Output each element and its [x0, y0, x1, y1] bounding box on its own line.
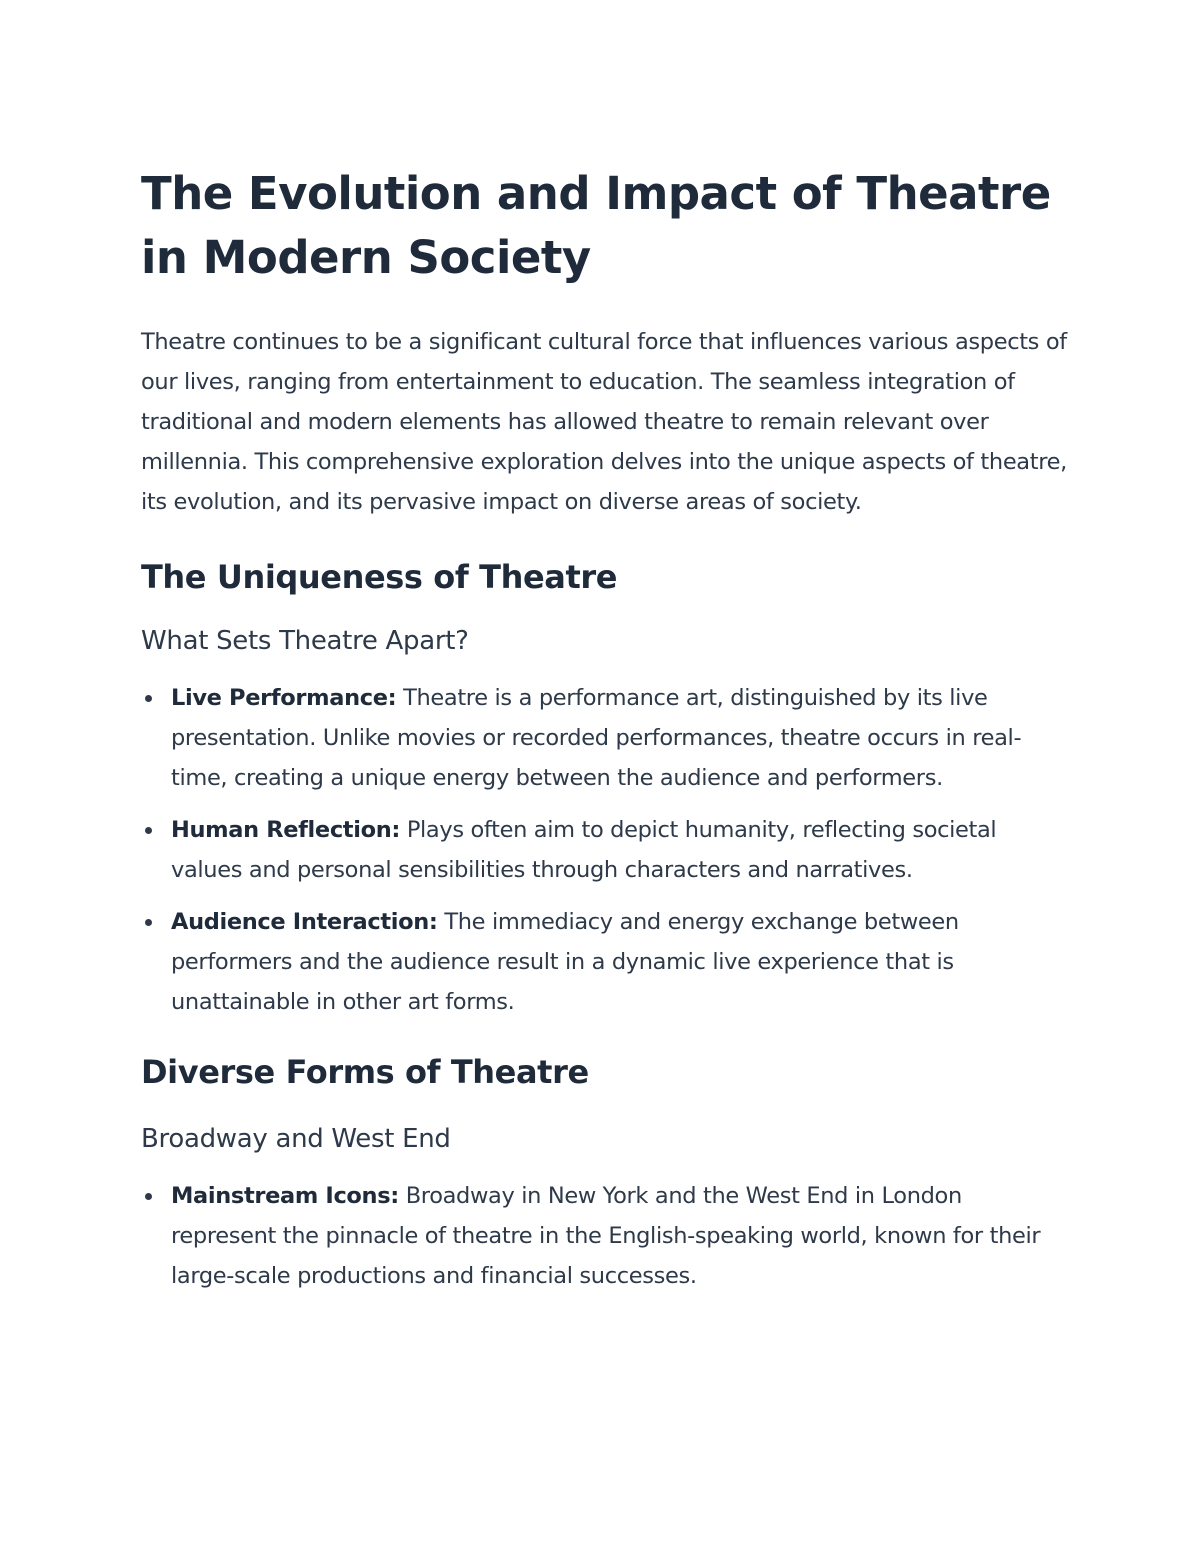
list-item-term: Human Reflection: — [171, 817, 401, 843]
intro-paragraph: Theatre continues to be a significant cultural force that influences various aspects of our lives, ranging from entertainment to education. The seamless integration of traditional and modern elements has allowed theatre to remain relevant over millennia. This comprehensive exploration delves into the unique aspects of theatre, its evolution, and its pervasive impact on diverse areas of society. — [141, 329, 1067, 515]
bullet-icon — [145, 1193, 152, 1200]
section-heading-uniqueness: The Uniqueness of Theatre — [141, 558, 618, 596]
document-title: The Evolution and Impact of Theatre in Modern Society — [141, 167, 1051, 284]
list-item — [141, 810, 1071, 890]
diverse-forms-list — [141, 1176, 1071, 1296]
list-item-text: Broadway in New York and the West End in London represent the pinnacle of theatre in the English-speaking world, known for their large-scale productions and financial successes. — [171, 1183, 1041, 1289]
list-item-text: Plays often aim to depict humanity, reflecting societal values and personal sensibilities through characters and narratives. — [171, 817, 997, 883]
list-item-term: Live Performance: — [171, 685, 397, 711]
list-item — [141, 678, 1071, 798]
bullet-icon — [145, 827, 152, 834]
subheading-what-sets-apart: What Sets Theatre Apart? — [141, 626, 469, 656]
list-item-text: The immediacy and energy exchange between performers and the audience result in a dynamic live experience that is unattainable in other art forms. — [171, 909, 959, 1015]
document-page — [141, 162, 1071, 1296]
section-heading-diverse-forms: Diverse Forms of Theatre — [141, 1053, 589, 1091]
list-item-term: Mainstream Icons: — [171, 1183, 399, 1209]
list-item — [141, 1176, 1071, 1296]
uniqueness-list — [141, 678, 1071, 1022]
bullet-icon — [145, 695, 152, 702]
list-item-term: Audience Interaction: — [171, 909, 438, 935]
bullet-icon — [145, 919, 152, 926]
subheading-broadway-west-end: Broadway and West End — [141, 1124, 451, 1154]
list-item — [141, 902, 1071, 1022]
list-item-text: Theatre is a performance art, distinguished by its live presentation. Unlike movies or recorded performances, theatre occurs in real-time, creating a unique energy between the audience and performers. — [171, 685, 1022, 791]
